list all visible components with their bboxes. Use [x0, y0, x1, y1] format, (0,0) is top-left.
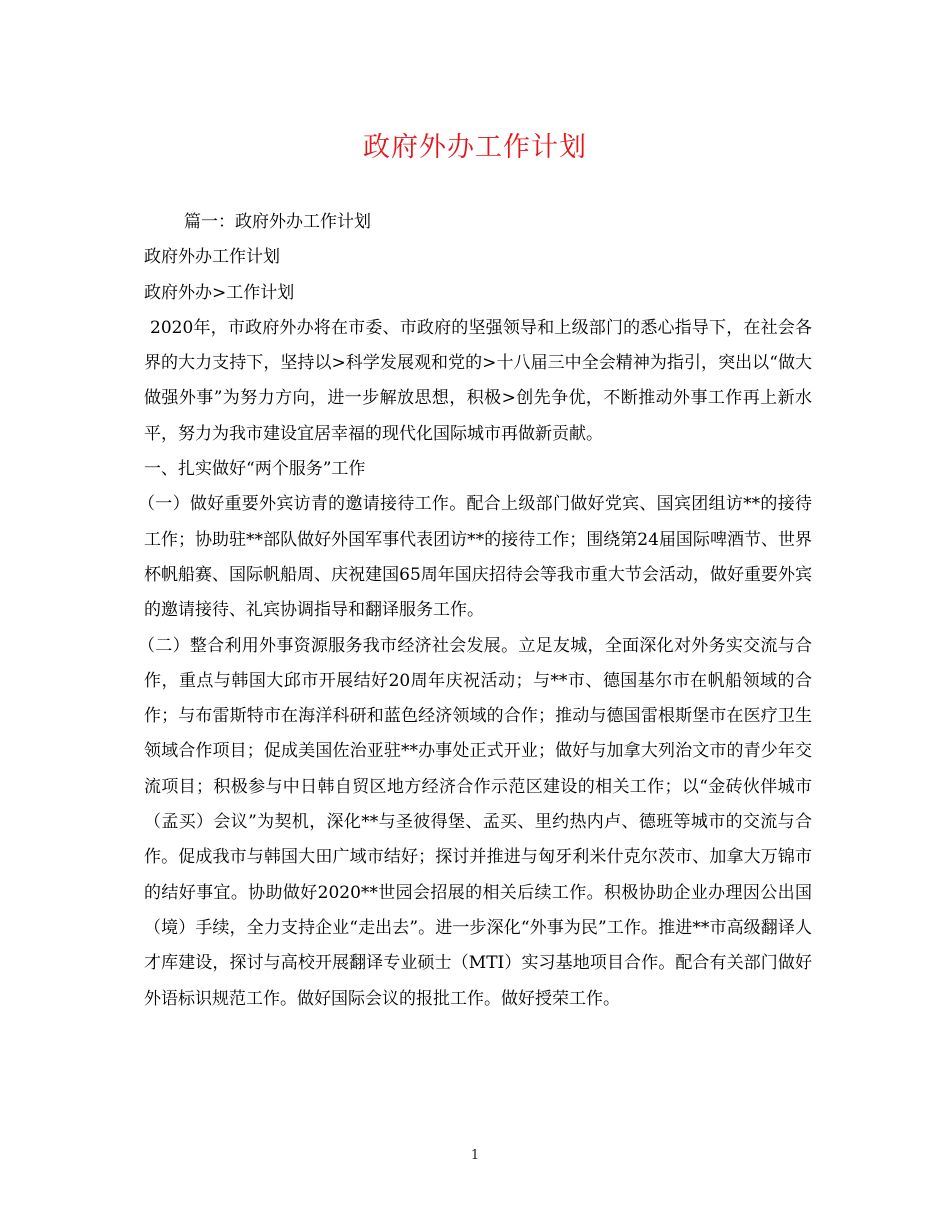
item-paragraph-1: （一）做好重要外宾访青的邀请接待工作。配合上级部门做好党宾、国宾团组访**的接待工作；协助驻**部队做好外国军事代表团访**的接待工作；围绕第24届国际啤酒节、世界杯帆船赛、国际帆船周、庆祝建国65周年国庆招待会等我市重大节会活动，做好重要外宾的邀请接待、礼宾协调指导和翻译服务工作。	[138, 494, 812, 621]
document-body	[138, 205, 812, 1017]
heading-line-2: 政府外办>工作计划	[144, 282, 295, 303]
document-title: 政府外办工作计划	[363, 132, 587, 163]
subtitle-line: 篇一：政府外办工作计划	[184, 212, 371, 232]
page-number: 1	[470, 1148, 480, 1163]
intro-paragraph: 2020年，市政府外办将在市委、市政府的坚强领导和上级部门的悉心指导下，在社会各界的大力支持下，坚持以>科学发展观和党的>十八届三中全会精神为指引，突出以“做大做强外事”为努力方向，进一步解放思想，积极>创先争优，不断推动外事工作再上新水平，努力为我市建设宜居幸福的现代化国际城市再做新贡献。	[144, 317, 812, 444]
item-paragraph-2: （二）整合利用外事资源服务我市经济社会发展。立足友城，全面深化对外务实交流与合作，重点与韩国大邱市开展结好20周年庆祝活动；与**市、德国基尔市在帆船领域的合作；与布雷斯特市在海洋科研和蓝色经济领域的合作；推动与德国雷根斯堡市在医疗卫生领域合作项目；促成美国佐治亚驻**办事处正式开业；做好与加拿大列治文市的青少年交流项目；积极参与中日韩自贸区地方经济合作示范区建设的相关工作；以“金砖伙伴城市（孟买）会议”为契机，深化**与圣彼得堡、孟买、里约热内卢、德班等城市的交流与合作。促成我市与韩国大田广域市结好；探讨并推进与匈牙利米什克尔茨市、加拿大万锦市的结好事宜。协助做好2020**世园会招展的相关后续工作。积极协助企业办理因公出国（境）手续，全力支持企业“走出去”。进一步深化“外事为民”工作。推进**市高级翻译人才库建设，探讨与高校开展翻译专业硕士（MTI）实习基地项目合作。配合有关部门做好外语标识规范工作。做好国际会议的报批工作。做好授荣工作。	[138, 635, 812, 1009]
section-heading-1: 一、扎实做好“两个服务”工作	[144, 459, 366, 480]
heading-line-1: 政府外办工作计划	[144, 247, 280, 268]
